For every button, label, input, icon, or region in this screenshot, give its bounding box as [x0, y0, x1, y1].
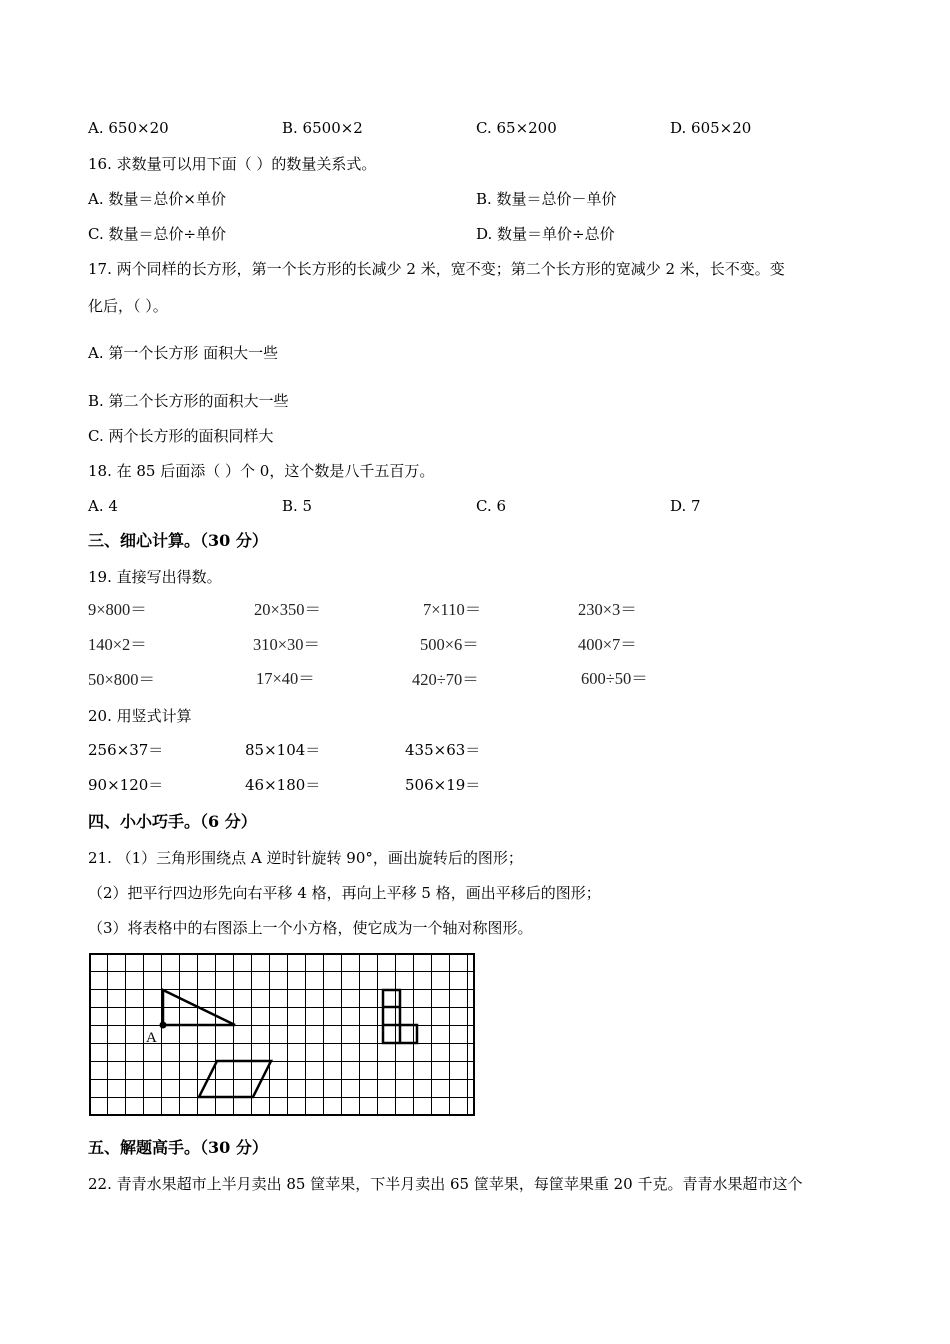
- q19-expr-r3c1: 50×800＝: [88, 670, 156, 689]
- q20-stem: 20. 用竖式计算: [88, 707, 192, 725]
- q18-option-c: C. 6: [476, 497, 507, 515]
- q15-option-d: D. 605×20: [670, 119, 752, 137]
- q19-expr-r1c2: 20×350＝: [254, 600, 322, 619]
- q19-expr-r1c4: 230×3＝: [578, 600, 637, 619]
- q20-expr-r1c1: 256×37＝: [88, 741, 164, 759]
- q20-expr-r2c3: 506×19＝: [405, 776, 481, 794]
- point-a-dot: [160, 1022, 167, 1029]
- q16-stem: 16. 求数量可以用下面（ ）的数量关系式。: [88, 155, 377, 173]
- q17-stem-line2: 化后，（ ）。: [88, 297, 168, 315]
- q17-option-b: B. 第二个长方形的面积大一些: [88, 392, 289, 410]
- q18-option-d: D. 7: [670, 497, 701, 515]
- q19-expr-r3c4: 600÷50＝: [581, 669, 648, 688]
- q21-part2: （2）把平行四边形先向右平移 4 格，再向上平移 5 格，画出平移后的图形；: [88, 884, 601, 902]
- q22-stem: 22. 青青水果超市上半月卖出 85 筐苹果，下半月卖出 65 筐苹果，每筐苹果重 20 千克。青青水果超市这个: [88, 1175, 803, 1193]
- q19-expr-r2c4: 400×7＝: [578, 635, 637, 654]
- q19-expr-r1c3: 7×110＝: [423, 600, 482, 619]
- q17-option-c: C. 两个长方形的面积同样大: [88, 427, 274, 445]
- q19-expr-r3c2: 17×40＝: [256, 669, 315, 688]
- q16-option-d: D. 数量＝单价÷总价: [476, 225, 615, 243]
- q21-part1: 21. （1）三角形围绕点 A 逆时针旋转 90°，画出旋转后的图形；: [88, 849, 523, 867]
- q18-stem: 18. 在 85 后面添（ ）个 0，这个数是八千五百万。: [88, 462, 435, 480]
- q19-expr-r1c1: 9×800＝: [88, 600, 147, 619]
- section5-title: 五、解题高手。（30 分）: [88, 1138, 268, 1157]
- q19-expr-r3c3: 420÷70＝: [412, 670, 479, 689]
- q15-option-a: A. 650×20: [88, 119, 169, 137]
- q17-option-a: A. 第一个长方形 面积大一些: [88, 344, 279, 362]
- q15-option-b: B. 6500×2: [282, 119, 363, 137]
- grid-figure: [89, 953, 476, 1118]
- q19-expr-r2c2: 310×30＝: [253, 635, 321, 654]
- q18-option-a: A. 4: [88, 497, 118, 515]
- q17-stem-line1: 17. 两个同样的长方形，第一个长方形的长减少 2 米，宽不变；第二个长方形的宽减少 2 米，长不变。变: [88, 260, 785, 278]
- q19-stem: 19. 直接写出得数。: [88, 568, 222, 586]
- q15-option-c: C. 65×200: [476, 119, 557, 137]
- section3-title: 三、细心计算。（30 分）: [88, 531, 268, 550]
- q20-expr-r2c1: 90×120＝: [88, 776, 164, 794]
- q20-expr-r1c2: 85×104＝: [245, 741, 321, 759]
- q19-expr-r2c3: 500×6＝: [420, 635, 479, 654]
- q20-expr-r2c2: 46×180＝: [245, 776, 321, 794]
- point-a-label: A: [146, 1030, 157, 1046]
- q16-option-b: B. 数量＝总价－单价: [476, 190, 617, 208]
- q19-expr-r2c1: 140×2＝: [88, 635, 147, 654]
- q16-option-c: C. 数量＝总价÷单价: [88, 225, 227, 243]
- q21-part3: （3）将表格中的右图添上一个小方格，使它成为一个轴对称图形。: [88, 919, 533, 937]
- q18-option-b: B. 5: [282, 497, 313, 515]
- q20-expr-r1c3: 435×63＝: [405, 741, 481, 759]
- q16-option-a: A. 数量＝总价×单价: [88, 190, 226, 208]
- section4-title: 四、小小巧手。（6 分）: [88, 812, 257, 831]
